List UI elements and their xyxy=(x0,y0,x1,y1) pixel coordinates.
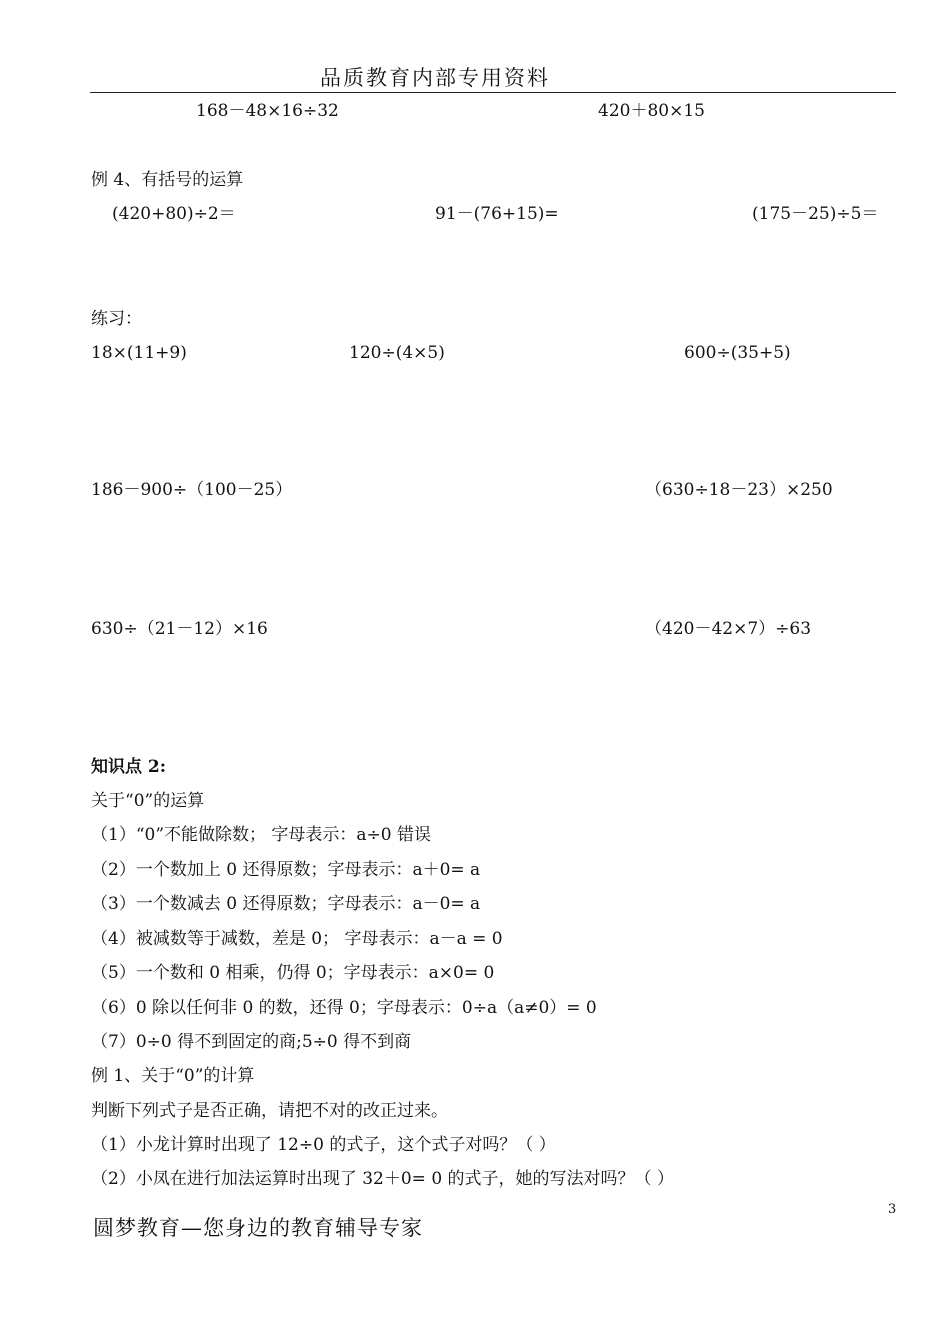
practice-item-6: 630÷（21－12）×16 xyxy=(91,619,268,639)
rule-1: （1）“0”不能做除数； 字母表示：a÷0 错误 xyxy=(91,825,432,845)
practice-item-2: 120÷(4×5) xyxy=(349,343,445,363)
rule-3: （3）一个数减去 0 还得原数；字母表示：a－0= a xyxy=(91,894,481,914)
example1-question-1: （1）小龙计算时出现了 12÷0 的式子，这个式子对吗？（ ） xyxy=(91,1135,556,1155)
example4-item-2: 91－(76+15)= xyxy=(435,204,559,224)
rule-2: （2）一个数加上 0 还得原数；字母表示：a＋0= a xyxy=(91,860,481,880)
knowledge2-subtitle: 关于“0”的运算 xyxy=(91,791,205,811)
expression-top-left: 168－48×16÷32 xyxy=(196,101,339,121)
rule-7: （7）0÷0 得不到固定的商;5÷0 得不到商 xyxy=(91,1032,412,1052)
page-footer: 圆梦教育—您身边的教育辅导专家 xyxy=(93,1216,423,1240)
header-divider xyxy=(90,92,896,93)
example1-instruction: 判断下列式子是否正确，请把不对的改正过来。 xyxy=(91,1101,448,1121)
knowledge2-heading: 知识点 2: xyxy=(91,757,167,777)
rule-5: （5）一个数和 0 相乘，仍得 0；字母表示：a×0= 0 xyxy=(91,963,495,983)
example4-title: 例 4、有括号的运算 xyxy=(91,170,244,190)
example4-item-1: (420+80)÷2＝ xyxy=(112,204,236,224)
practice-item-7: （420－42×7）÷63 xyxy=(645,619,812,639)
practice-item-3: 600÷(35+5) xyxy=(684,343,791,363)
rule-4: （4）被减数等于减数，差是 0； 字母表示：a－a = 0 xyxy=(91,929,503,949)
example1-title: 例 1、关于“0”的计算 xyxy=(91,1066,255,1086)
page-header-title: 品质教育内部专用资料 xyxy=(320,66,550,90)
practice-item-1: 18×(11+9) xyxy=(91,343,187,363)
practice-item-4: 186－900÷（100－25） xyxy=(91,480,293,500)
page-number: 3 xyxy=(888,1202,897,1217)
practice-title: 练习： xyxy=(91,309,142,329)
rule-6: （6）0 除以任何非 0 的数，还得 0；字母表示：0÷a（a≠0）= 0 xyxy=(91,998,597,1018)
example1-question-2: （2）小凤在进行加法运算时出现了 32＋0= 0 的式子，她的写法对吗？（ ） xyxy=(91,1169,674,1189)
expression-top-right: 420＋80×15 xyxy=(598,101,705,121)
example4-item-3: (175－25)÷5＝ xyxy=(752,204,879,224)
practice-item-5: （630÷18－23）×250 xyxy=(645,480,833,500)
